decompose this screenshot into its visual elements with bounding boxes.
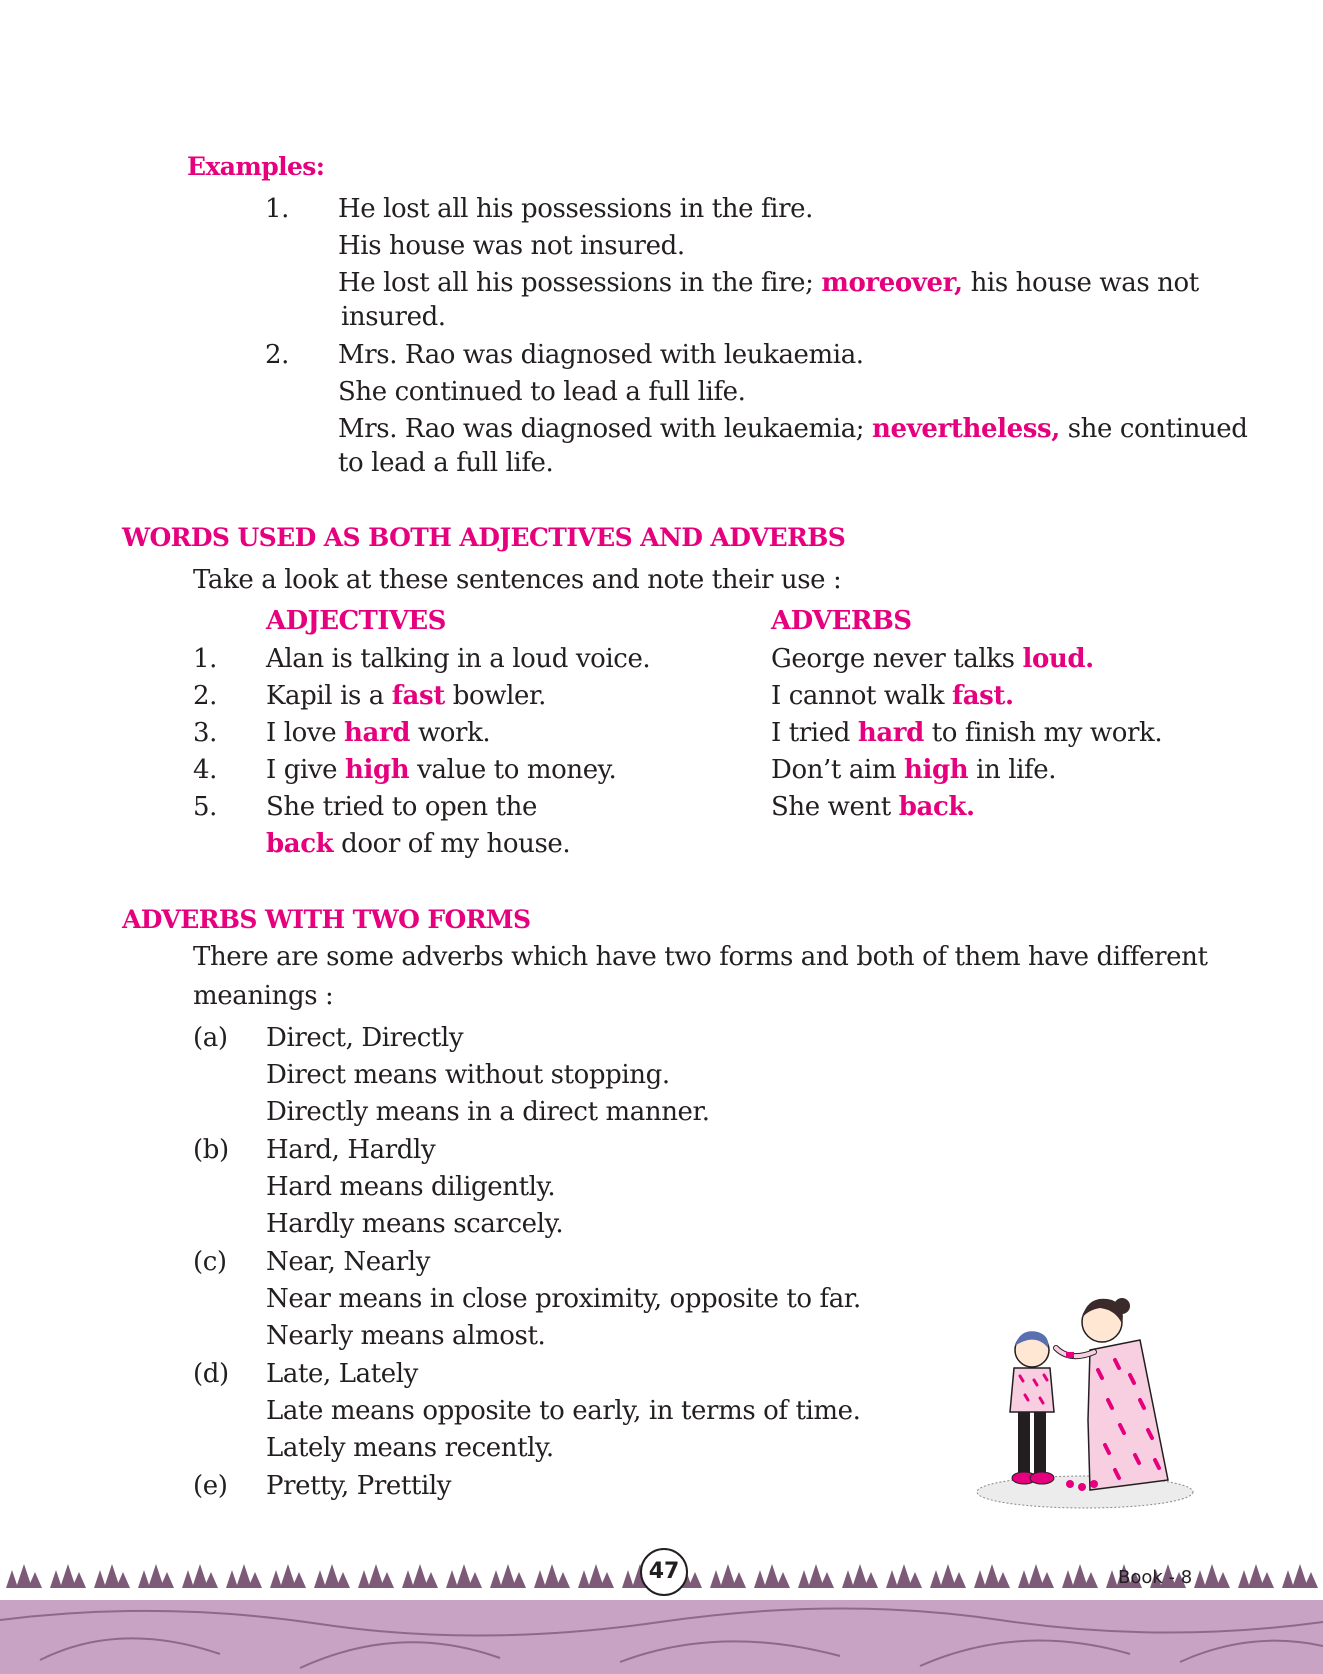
example-1-combined-cont: insured. (341, 302, 446, 332)
item-d-label: (d) (193, 1359, 229, 1389)
item-d-meaning-1: Late means opposite to early, in terms of time. (266, 1396, 861, 1426)
item-d-title: Late, Lately (266, 1359, 418, 1389)
item-a-meaning-1: Direct means without stopping. (266, 1060, 670, 1090)
item-a-label: (a) (193, 1023, 228, 1053)
column-heading-adjectives: ADJECTIVES (266, 606, 446, 636)
row-1-adjective: Alan is talking in a loud voice. (266, 644, 651, 674)
section2-intro-line1: There are some adverbs which have two forms and both of them have different (193, 942, 1208, 972)
item-e-title: Pretty, Prettily (266, 1471, 452, 1501)
example-2-combined: Mrs. Rao was diagnosed with leukaemia; nevertheless, she continued (338, 414, 1248, 444)
row-4-adjective: I give high value to money. (266, 755, 617, 785)
row-5-adjective-cont: back door of my house. (266, 829, 571, 859)
item-e-label: (e) (193, 1471, 228, 1501)
row-3-adverb: I tried hard to finish my work. (771, 718, 1163, 748)
row-4-adverb: Don’t aim high in life. (771, 755, 1057, 785)
example-1-line1: He lost all his possessions in the fire. (338, 194, 813, 224)
examples-heading: Examples: (187, 152, 325, 181)
item-d-meaning-2: Lately means recently. (266, 1433, 554, 1463)
row-2-adverb: I cannot walk fast. (771, 681, 1014, 711)
section-heading-two-forms: ADVERBS WITH TWO FORMS (122, 905, 531, 934)
connector-nevertheless: nevertheless, (872, 414, 1060, 444)
section1-intro: Take a look at these sentences and note their use : (193, 565, 842, 595)
example-2-combined-cont: to lead a full life. (338, 448, 554, 478)
woman-and-boy-illustration (970, 1280, 1200, 1515)
page-number-badge: 47 (640, 1548, 688, 1596)
example-1-line2: His house was not insured. (338, 231, 685, 261)
connector-moreover: moreover, (821, 268, 963, 298)
row-1-number: 1. (193, 644, 218, 674)
section-heading-adjectives-adverbs: WORDS USED AS BOTH ADJECTIVES AND ADVERBS (122, 523, 846, 552)
row-1-adverb: George never talks loud. (771, 644, 1094, 674)
item-b-title: Hard, Hardly (266, 1135, 436, 1165)
item-b-meaning-1: Hard means diligently. (266, 1172, 556, 1202)
item-a-meaning-2: Directly means in a direct manner. (266, 1097, 710, 1127)
example-2-number: 2. (265, 340, 290, 370)
row-5-adjective: She tried to open the (266, 792, 537, 822)
item-b-label: (b) (193, 1135, 229, 1165)
row-3-number: 3. (193, 718, 218, 748)
section2-intro-line2: meanings : (193, 981, 334, 1011)
item-c-label: (c) (193, 1247, 227, 1277)
item-c-meaning-2: Nearly means almost. (266, 1321, 546, 1351)
item-a-title: Direct, Directly (266, 1023, 464, 1053)
row-5-number: 5. (193, 792, 218, 822)
row-5-adverb: She went back. (771, 792, 975, 822)
item-b-meaning-2: Hardly means scarcely. (266, 1209, 564, 1239)
row-2-number: 2. (193, 681, 218, 711)
example-2-line1: Mrs. Rao was diagnosed with leukaemia. (338, 340, 864, 370)
row-3-adjective: I love hard work. (266, 718, 491, 748)
row-4-number: 4. (193, 755, 218, 785)
item-c-meaning-1: Near means in close proximity, opposite to far. (266, 1284, 861, 1314)
example-1-combined: He lost all his possessions in the fire; moreover, his house was not (338, 268, 1199, 298)
example-2-line2: She continued to lead a full life. (338, 377, 746, 407)
example-1-number: 1. (265, 194, 290, 224)
item-c-title: Near, Nearly (266, 1247, 431, 1277)
book-label: Book - 8 (1118, 1567, 1193, 1588)
column-heading-adverbs: ADVERBS (771, 606, 912, 636)
row-2-adjective: Kapil is a fast bowler. (266, 681, 547, 711)
